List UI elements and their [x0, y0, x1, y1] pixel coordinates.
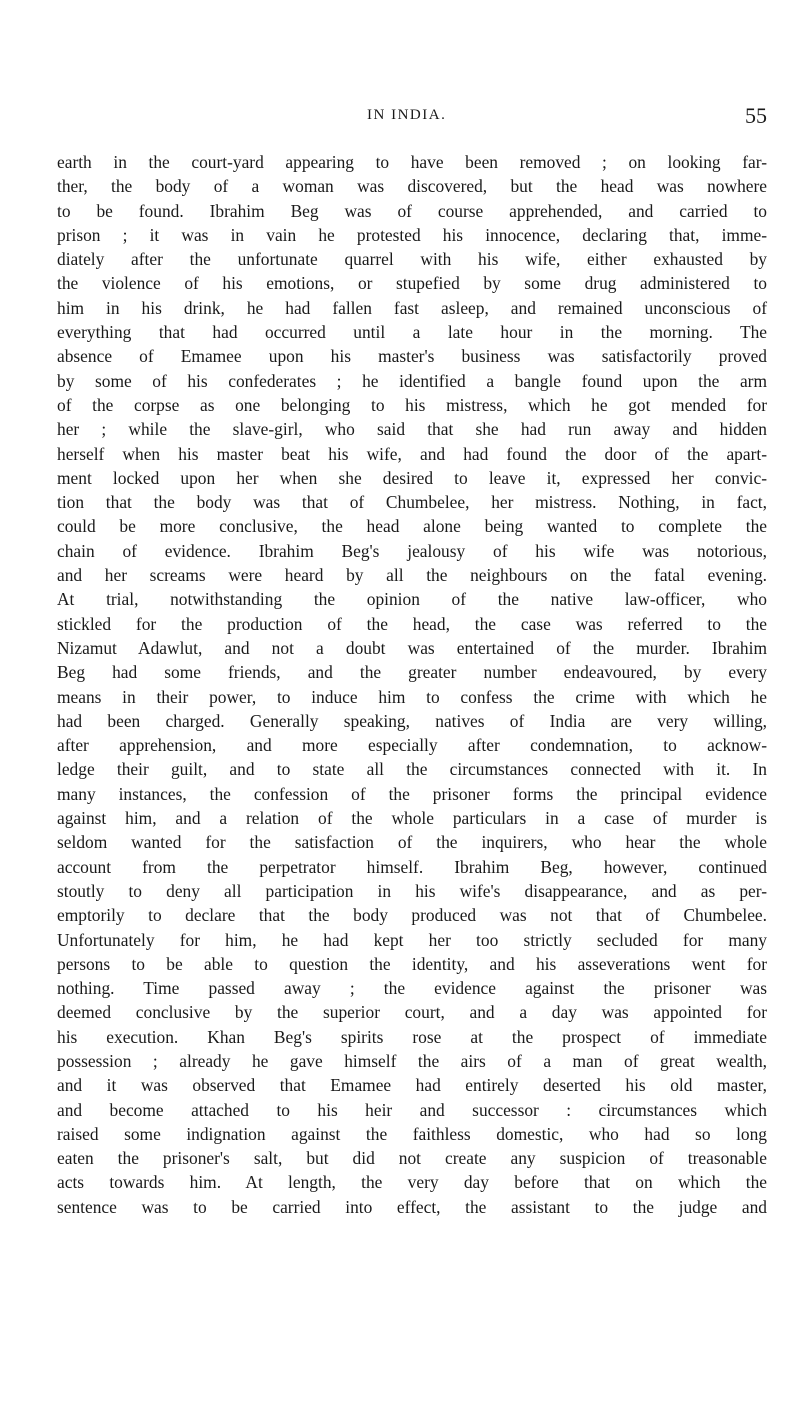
text-line: means in their power, to induce him to confess the crime with which he: [57, 686, 767, 707]
text-line: earth in the court-yard appearing to have been removed ; on looking far-: [57, 152, 767, 172]
text-line: possession ; already he gave himself the airs of a man of great wealth,: [57, 1050, 767, 1071]
text-line: and become attached to his heir and successor : circumstances which: [57, 1099, 767, 1120]
text-line: tion that the body was that of Chumbelee, her mistress. Nothing, in fact,: [57, 492, 767, 513]
text-line: and it was observed that Emamee had entirely deserted his old master,: [57, 1075, 767, 1096]
text-line: raised some indignation against the faithless domestic, who had so long: [57, 1123, 767, 1144]
text-line: and her screams were heard by all the neighbours on the fatal evening.: [57, 565, 767, 586]
text-line: the violence of his emotions, or stupefied by some drug administered to: [57, 273, 767, 294]
text-line: ledge their guilt, and to state all the circumstances connected with it. In: [57, 759, 767, 780]
running-head: [57, 103, 767, 129]
body-text: [57, 150, 767, 1219]
text-line: deemed conclusive by the superior court, and a day was appointed for: [57, 1002, 767, 1023]
text-line: him in his drink, he had fallen fast asleep, and remained unconscious of: [57, 297, 767, 318]
text-line: herself when his master beat his wife, and had found the door of the apart-: [57, 443, 767, 464]
text-line: many instances, the confession of the prisoner forms the principal evidence: [57, 783, 767, 804]
text-line: everything that had occurred until a late hour in the morning. The: [57, 322, 767, 343]
text-line: account from the perpetrator himself. Ibrahim Beg, however, continued: [57, 856, 767, 877]
text-line: to be found. Ibrahim Beg was of course apprehended, and carried to: [57, 200, 767, 221]
text-line: stickled for the production of the head, the case was referred to the: [57, 613, 767, 634]
text-line: eaten the prisoner's salt, but did not create any suspicion of treasonable: [57, 1148, 767, 1169]
text-line: absence of Emamee upon his master's business was satisfactorily proved: [57, 346, 767, 367]
text-line: At trial, notwithstanding the opinion of the native law-officer, who: [57, 589, 767, 610]
text-line: had been charged. Generally speaking, natives of India are very willing,: [57, 710, 767, 731]
text-line: after apprehension, and more especially after condemnation, to acknow-: [57, 735, 767, 756]
text-line: persons to be able to question the identity, and his asseverations went for: [57, 953, 767, 974]
text-line: chain of evidence. Ibrahim Beg's jealousy of his wife was notorious,: [57, 540, 767, 561]
text-line: Nizamut Adawlut, and not a doubt was entertained of the murder. Ibrahim: [57, 637, 767, 658]
text-line: Beg had some friends, and the greater number endeavoured, by every: [57, 662, 767, 683]
running-title: IN INDIA.: [367, 107, 447, 123]
text-line: of the corpse as one belonging to his mistress, which he got mended for: [57, 394, 767, 415]
text-line: nothing. Time passed away ; the evidence against the prisoner was: [57, 978, 767, 999]
page-number: 55: [745, 103, 767, 128]
text-line: seldom wanted for the satisfaction of the inquirers, who hear the whole: [57, 832, 767, 853]
text-line: his execution. Khan Beg's spirits rose at the prospect of immediate: [57, 1026, 767, 1047]
text-line: against him, and a relation of the whole particulars in a case of murder is: [57, 808, 767, 829]
text-line: acts towards him. At length, the very day before that on which the: [57, 1172, 767, 1193]
text-line: ment locked upon her when she desired to leave it, expressed her convic-: [57, 467, 767, 488]
text-line: emptorily to declare that the body produced was not that of Chumbelee.: [57, 905, 767, 926]
text-line: diately after the unfortunate quarrel with his wife, either exhausted by: [57, 249, 767, 270]
text-line: prison ; it was in vain he protested his innocence, declaring that, imme-: [57, 224, 767, 245]
text-line: sentence was to be carried into effect, the assistant to the judge and: [57, 1196, 767, 1217]
text-line: ther, the body of a woman was discovered, but the head was nowhere: [57, 176, 767, 197]
text-line: could be more conclusive, the head alone being wanted to complete the: [57, 516, 767, 537]
text-line: her ; while the slave-girl, who said that she had run away and hidden: [57, 419, 767, 440]
text-line: Unfortunately for him, he had kept her too strictly secluded for many: [57, 929, 767, 950]
text-line: stoutly to deny all participation in his wife's disappearance, and as per-: [57, 880, 767, 901]
text-line: by some of his confederates ; he identified a bangle found upon the arm: [57, 370, 767, 391]
